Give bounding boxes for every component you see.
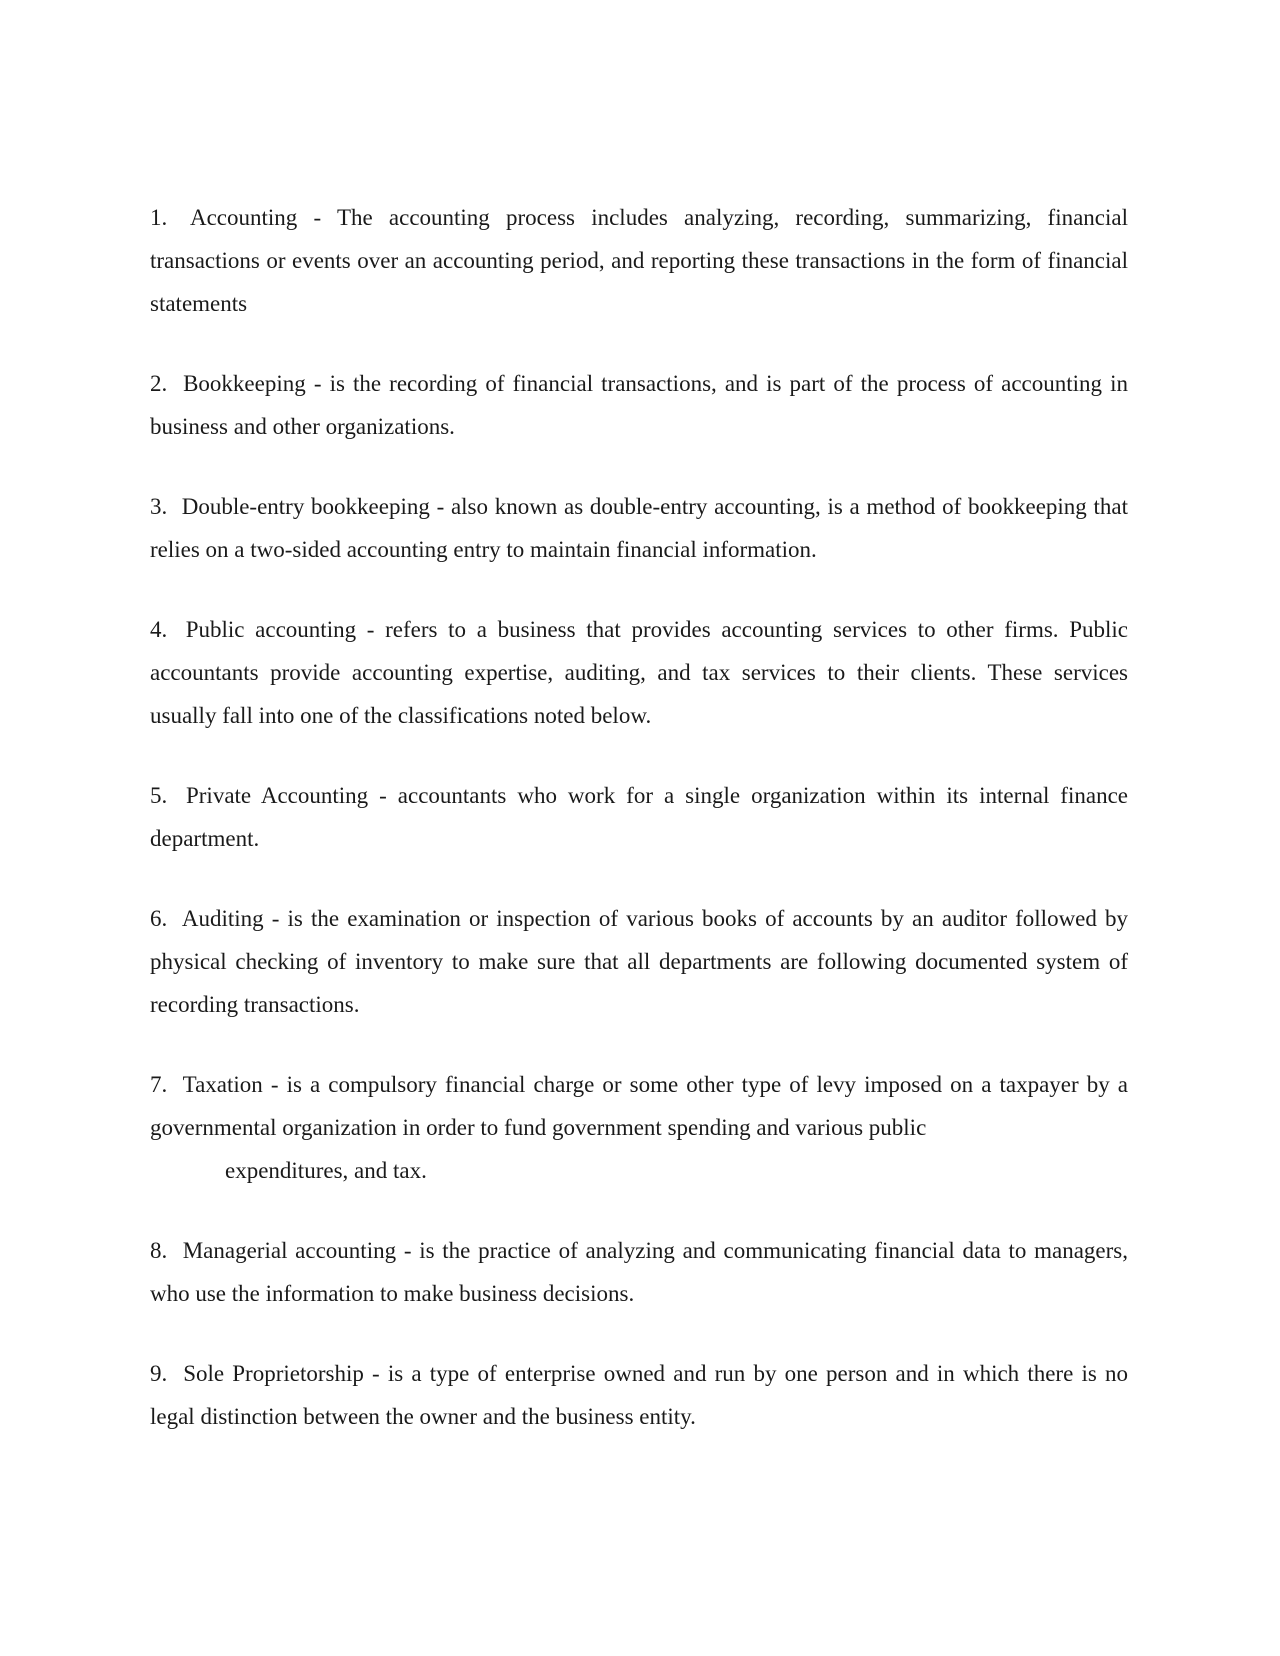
entry-term: Double-entry bookkeeping xyxy=(181,494,430,519)
glossary-entry-managerial-accounting xyxy=(150,1229,1128,1315)
glossary-entry-auditing xyxy=(150,897,1128,1026)
entry-term: Managerial accounting xyxy=(182,1238,397,1263)
glossary-entry-accounting xyxy=(150,196,1128,325)
entry-separator: - xyxy=(396,1238,420,1263)
entry-definition: is the examination or inspection of various books of accounts by an auditor followed by physical checking of inventory to make sure that all departments are following documented system of recording transactions. xyxy=(150,906,1128,1017)
entry-separator: - xyxy=(368,783,398,808)
entry-term: Public accounting xyxy=(185,617,357,642)
entry-number: 7. xyxy=(150,1072,168,1097)
entry-separator: - xyxy=(429,494,451,519)
entry-definition: is a compulsory financial charge or some other type of levy imposed on a taxpayer by a governmental organization in order to fund government spending and various public xyxy=(150,1072,1128,1140)
entry-separator: - xyxy=(262,1072,287,1097)
entry-separator: - xyxy=(363,1361,388,1386)
entry-number: 3. xyxy=(150,494,168,519)
entry-number: 2. xyxy=(150,371,168,396)
entry-number: 9. xyxy=(150,1361,168,1386)
glossary-entry-bookkeeping xyxy=(150,362,1128,448)
entry-term: Bookkeeping xyxy=(183,371,306,396)
entry-definition: is the recording of financial transactions, and is part of the process of accounting in business and other organizations. xyxy=(150,371,1128,439)
entry-term: Accounting xyxy=(189,205,298,230)
glossary-entry-sole-proprietorship xyxy=(150,1352,1128,1438)
entry-number: 8. xyxy=(150,1238,168,1263)
glossary-entry-public-accounting xyxy=(150,608,1128,737)
entry-number: 6. xyxy=(150,906,168,931)
entry-definition: is the practice of analyzing and communicating financial data to managers, who use the information to make business decisions. xyxy=(150,1238,1129,1306)
glossary-entry-taxation xyxy=(150,1063,1128,1192)
entry-definition: refers to a business that provides accounting services to other firms. Public accountants provide accounting expertise, auditing, and tax services to their clients. These services usually fall into one of the classifications noted below. xyxy=(150,617,1129,728)
entry-number: 4. xyxy=(150,617,168,642)
entry-number: 1. xyxy=(150,205,168,230)
glossary-list xyxy=(150,196,1128,1475)
entry-definition: The accounting process includes analyzing, recording, summarizing, financial transactions or events over an accounting period, and reporting these transactions in the form of financial statements xyxy=(150,205,1129,316)
glossary-entry-private-accounting xyxy=(150,774,1128,860)
entry-term: Taxation xyxy=(182,1072,263,1097)
entry-definition: is a type of enterprise owned and run by one person and in which there is no legal distinction between the owner and the business entity. xyxy=(150,1361,1128,1429)
entry-term: Auditing xyxy=(181,906,264,931)
entry-term: Private Accounting xyxy=(185,783,369,808)
entry-separator: - xyxy=(263,906,288,931)
entry-definition: also known as double-entry accounting, is a method of bookkeeping that relies on a two-sided accounting entry to maintain financial information. xyxy=(150,494,1128,562)
entry-term: Sole Proprietorship xyxy=(183,1361,364,1386)
entry-separator: - xyxy=(356,617,386,642)
entry-separator: - xyxy=(305,371,330,396)
entry-number: 5. xyxy=(150,783,168,808)
entry-definition-continued: expenditures, and tax. xyxy=(225,1158,427,1183)
entry-separator: - xyxy=(297,205,337,230)
glossary-entry-double-entry-bookkeeping xyxy=(150,485,1128,571)
entry-definition: accountants who work for a single organization within its internal finance department. xyxy=(150,783,1128,851)
